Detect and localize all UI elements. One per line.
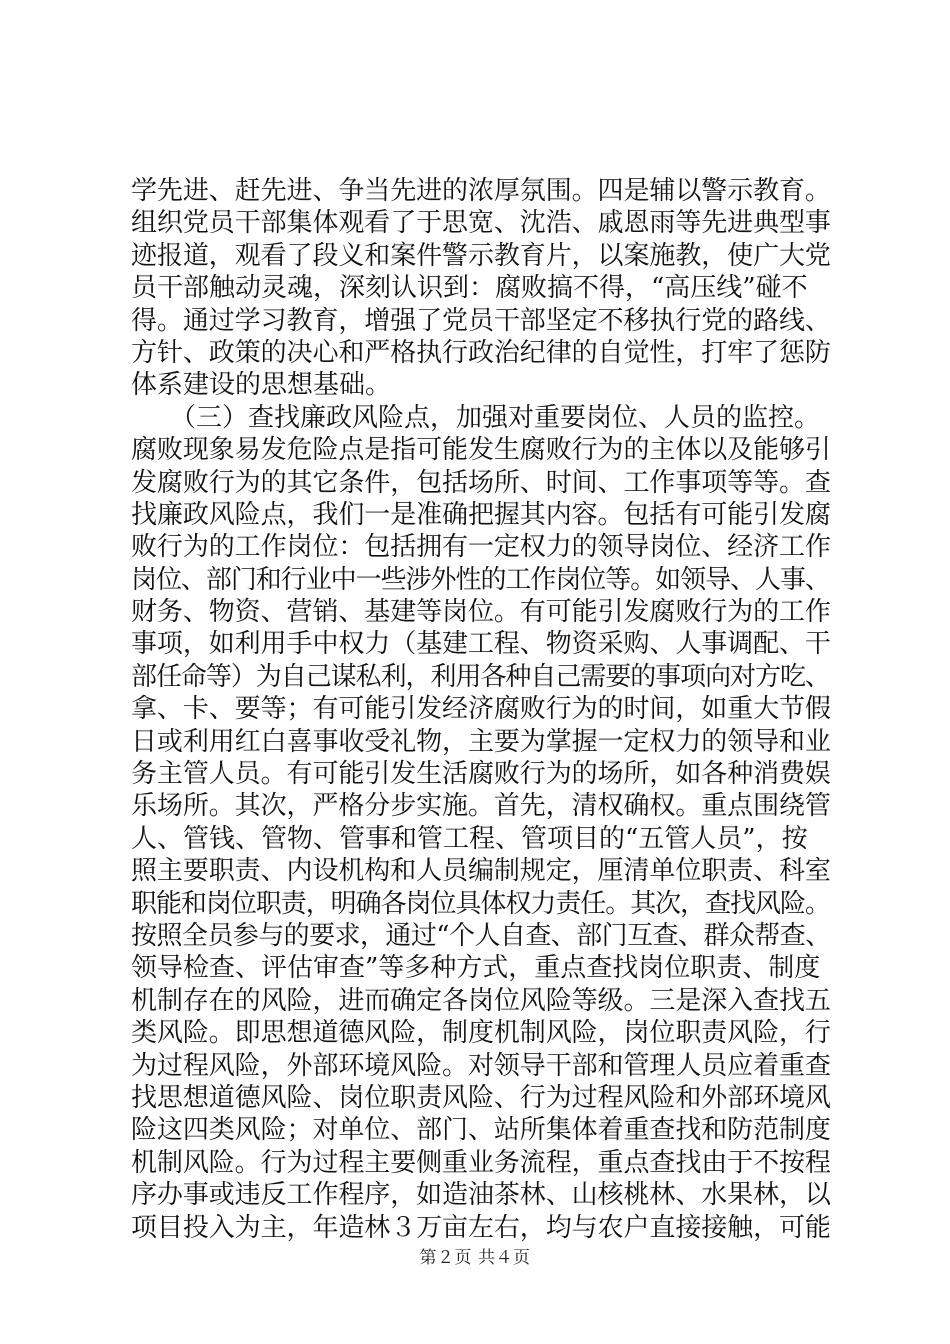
- text-line: 部任命等）为自己谋私利，利用各种自己需要的事项向对方吃、: [131, 661, 830, 692]
- body-text: [131, 175, 831, 1244]
- text-line: 找廉政风险点，我们一是准确把握其内容。包括有可能引发腐: [131, 499, 831, 530]
- text-line: 险这四类风险；对单位、部门、站所集体着重查找和防范制度: [131, 1115, 831, 1146]
- text-line: 人、管钱、管物、管事和管工程、管项目的“五管人员”，按: [131, 823, 808, 854]
- text-line: 务主管人员。有可能引发生活腐败行为的场所，如各种消费娱: [131, 759, 831, 790]
- text-line: 类风险。即思想道德风险，制度机制风险，岗位职责风险，行: [131, 1018, 831, 1049]
- text-line: 发腐败行为的其它条件，包括场所、时间、工作事项等等。查: [131, 467, 831, 498]
- text-line: 员干部触动灵魂，深刻认识到：腐败搞不得，“高压线”碰不: [131, 273, 808, 304]
- text-line: 财务、物资、营销、基建等岗位。有可能引发腐败行为的工作: [131, 597, 831, 628]
- text-line: 腐败现象易发危险点是指可能发生腐败行为的主体以及能够引: [131, 435, 831, 466]
- text-line: 按照全员参与的要求，通过“个人自查、部门互查、群众帮查、: [131, 920, 831, 951]
- text-line: 拿、卡、要等；有可能引发经济腐败行为的时间，如重大节假: [131, 694, 831, 725]
- text-line: 乐场所。其次，严格分步实施。首先，清权确权。重点围绕管: [131, 791, 831, 822]
- text-line: 找思想道德风险、岗位职责风险、行为过程风险和外部环境风: [131, 1082, 831, 1113]
- text-line: 迹报道，观看了段义和案件警示教育片，以案施教，使广大党: [131, 240, 831, 271]
- text-line: 序办事或违反工作程序，如造油茶林、山核桃林、水果林，以: [131, 1180, 831, 1211]
- text-line: 机制存在的风险，进而确定各岗位风险等级。三是深入查找五: [131, 985, 831, 1016]
- text-line: 败行为的工作岗位：包括拥有一定权力的领导岗位、经济工作: [131, 532, 831, 563]
- text-line: 照主要职责、内设机构和人员编制规定，厘清单位职责、科室: [131, 856, 831, 887]
- text-line: 机制风险。行为过程主要侧重业务流程，重点查找由于不按程: [131, 1147, 831, 1178]
- text-line: 体系建设的思想基础。: [131, 370, 392, 401]
- text-line: 组织党员干部集体观看了于思宽、沈浩、戚恩雨等先进典型事: [131, 208, 831, 239]
- text-line: （三）查找廉政风险点，加强对重要岗位、人员的监控。: [131, 402, 821, 433]
- text-line: 为过程风险，外部环境风险。对领导干部和管理人员应着重查: [131, 1050, 831, 1081]
- text-line: 职能和岗位职责，明确各岗位具体权力责任。其次，查找风险。: [131, 888, 830, 919]
- page-footer: 第２页 共４页: [419, 1248, 531, 1268]
- text-line: 得。通过学习教育，增强了党员干部坚定不移执行党的路线、: [131, 305, 831, 336]
- text-line: 学先进、赶先进、争当先进的浓厚氛围。四是辅以警示教育。: [131, 176, 831, 206]
- text-line: 岗位、部门和行业中一些涉外性的工作岗位等。如领导、人事、: [131, 564, 830, 595]
- text-line: 事项，如利用手中权力（基建工程、物资采购、人事调配、干: [131, 629, 831, 660]
- text-line: 领导检查、评估审查”等多种方式，重点查找岗位职责、制度: [131, 953, 821, 984]
- text-line: 方针、政策的决心和严格执行政治纪律的自觉性，打牢了惩防: [131, 337, 831, 368]
- text-line: 项目投入为主，年造林３万亩左右，均与农户直接接触，可能: [131, 1212, 831, 1243]
- text-line: 日或利用红白喜事收受礼物，主要为掌握一定权力的领导和业: [131, 726, 831, 757]
